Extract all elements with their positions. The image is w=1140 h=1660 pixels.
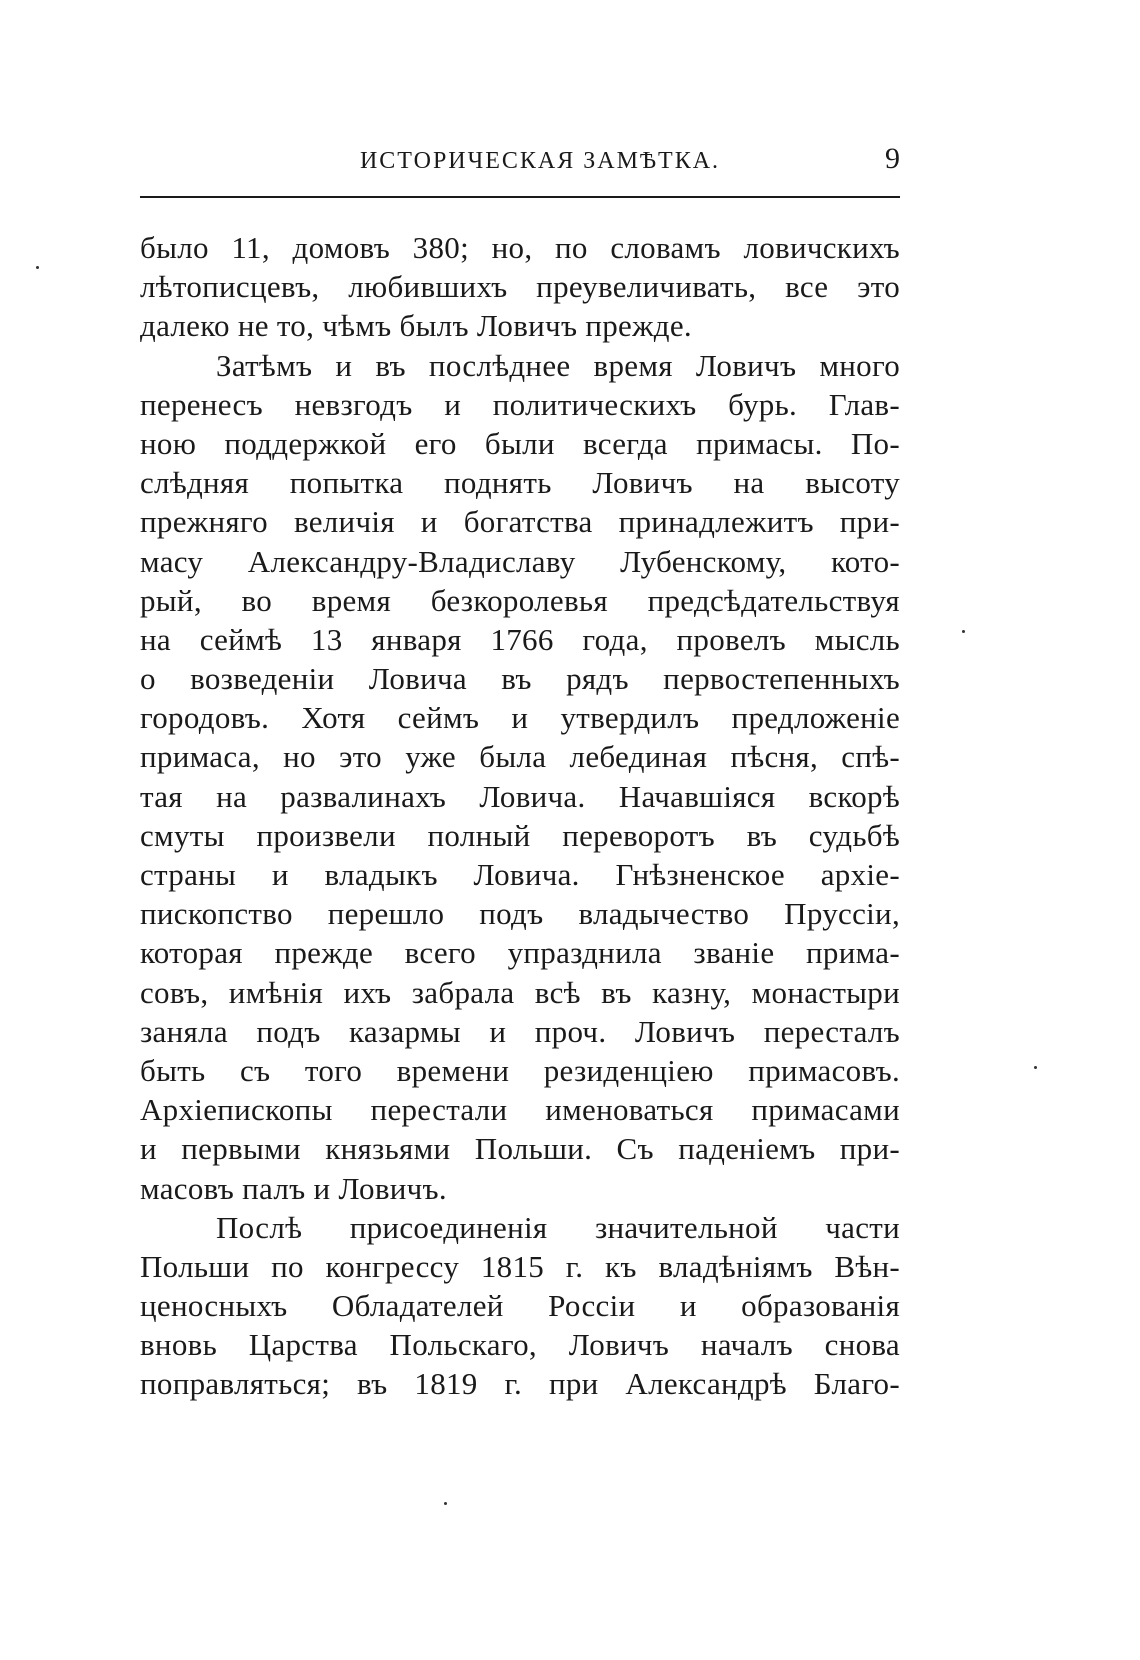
body-text (140, 228, 900, 1404)
text-line: примаса, но это уже была лебединая пѣсня, спѣ- (140, 739, 900, 775)
text-line: ною поддержкой его были всегда примасы. По- (140, 425, 900, 461)
text-line: слѣдняя попытка поднять Ловичъ на высоту (140, 465, 900, 501)
text-line: рый, во время безкоролевья предсѣдательствуя (140, 582, 900, 618)
text-line: Архіепископы перестали именоваться примасами (140, 1092, 900, 1128)
print-speck (36, 266, 39, 269)
text-line: и первыми князьями Польши. Съ паденіемъ при- (140, 1131, 900, 1167)
text-line: о возведеніи Ловича въ рядъ первостепенныхъ (140, 661, 900, 697)
text-line: Польши по конгрессу 1815 г. къ владѣніямъ Вѣн- (140, 1248, 900, 1284)
text-line: совъ, имѣнія ихъ забрала всѣ въ казну, монастыри (140, 974, 900, 1010)
text-line: было 11, домовъ 380; но, по словамъ ловичскихъ (140, 230, 900, 265)
text-line: смуты произвели полный переворотъ въ судьбѣ (140, 817, 900, 853)
text-line: лѣтописцевъ, любившихъ преувеличивать, все это (140, 269, 900, 305)
text-line: на сеймѣ 13 января 1766 года, провелъ мысль (140, 621, 900, 657)
print-speck (962, 630, 965, 633)
text-line: вновь Царства Польскаго, Ловичъ началъ снова (140, 1327, 900, 1363)
text-line: страны и владыкъ Ловича. Гнѣзненское архіе- (140, 857, 900, 892)
text-line: масовъ палъ и Ловичъ. (140, 1170, 447, 1206)
paragraph-1 (140, 228, 900, 346)
text-line: Затѣмъ и въ послѣднее время Ловичъ много (216, 347, 900, 383)
text-line: перенесъ невзгодъ и политическихъ бурь. Глав- (140, 386, 900, 422)
text-line: прежняго величія и богатства принадлежитъ при- (140, 504, 900, 540)
page-number: 9 (885, 142, 900, 175)
text-line: масу Александру-Владиславу Лубенскому, кото- (140, 543, 900, 579)
text-line: тая на развалинахъ Ловича. Начавшіяся вскорѣ (140, 778, 900, 814)
text-line: быть съ того времени резиденціею примасовъ. (140, 1052, 900, 1088)
header-rule (140, 196, 900, 198)
text-line: городовъ. Хотя сеймъ и утвердилъ предложеніе (140, 700, 900, 736)
text-line: которая прежде всего упразднила званіе прима- (140, 935, 900, 971)
paragraph-2 (140, 346, 900, 1208)
text-line: Послѣ присоединенія значительной части (216, 1209, 900, 1245)
running-title: ИСТОРИЧЕСКАЯ ЗАМѢТКА. (359, 148, 721, 174)
text-line: поправляться; въ 1819 г. при Александрѣ Благо- (140, 1366, 900, 1402)
text-line: ценосныхъ Обладателей Россіи и образованія (140, 1288, 900, 1324)
text-line: заняла подъ казармы и проч. Ловичъ пересталъ (140, 1013, 900, 1049)
text-line: пископство перешло подъ владычество Пруссіи, (140, 896, 900, 932)
print-speck (1034, 1066, 1037, 1069)
print-speck (444, 1502, 447, 1505)
text-line: далеко не то, чѣмъ былъ Ловичъ прежде. (140, 308, 692, 344)
running-head (140, 142, 900, 182)
paragraph-3 (140, 1208, 900, 1404)
